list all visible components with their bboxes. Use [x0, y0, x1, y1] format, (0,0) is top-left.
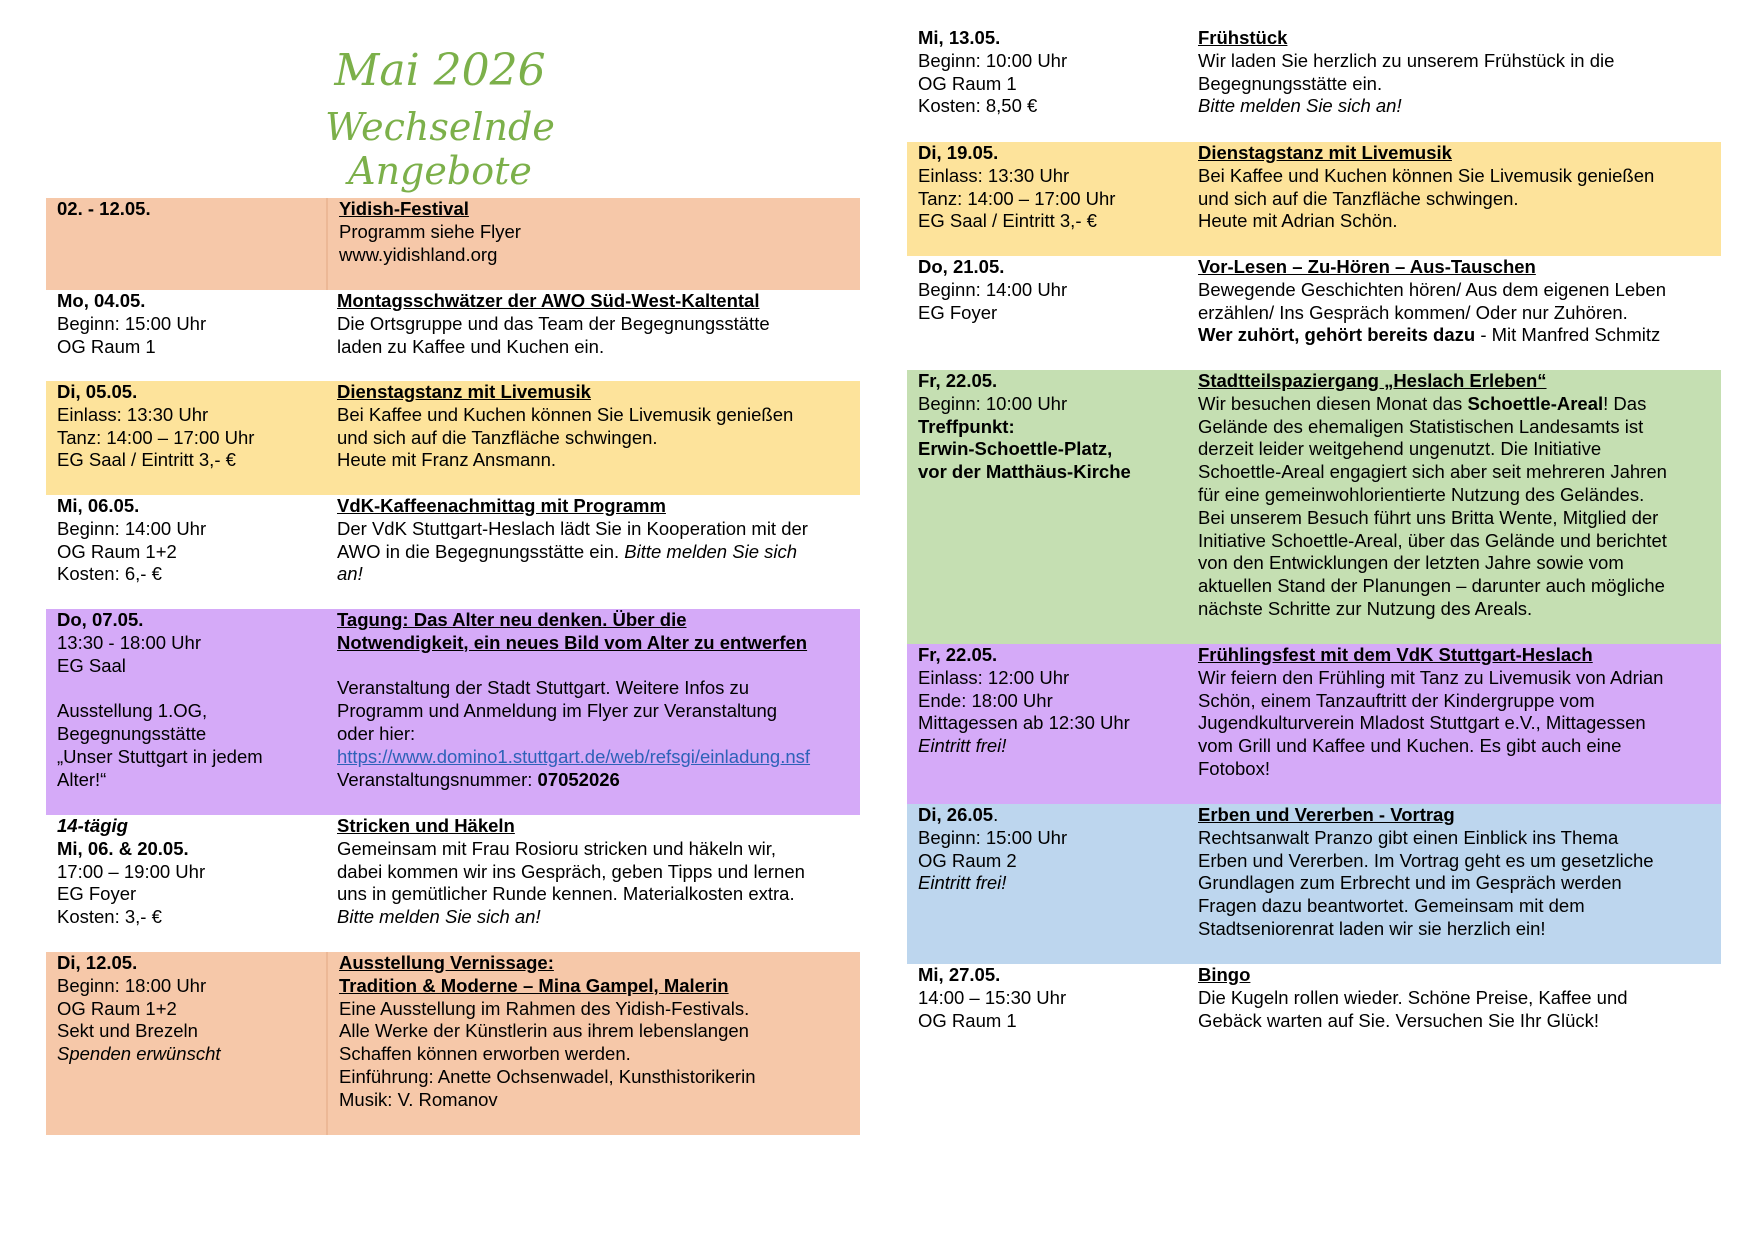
event-info-line: EG Foyer	[57, 883, 137, 905]
event-info-line: OG Raum 1	[918, 72, 1017, 94]
page-subtitle: Wechselnde Angebote	[325, 105, 555, 193]
event-text-line: und sich auf die Tanzfläche schwingen.	[337, 426, 658, 448]
event-title: Stricken und Häkeln	[337, 815, 515, 836]
event-text-line: Programm und Anmeldung im Flyer zur Veranstaltung	[337, 700, 778, 722]
event-title: Bingo	[1198, 964, 1251, 985]
event-text-line: Begegnungsstätte ein.	[1198, 72, 1383, 94]
event-text-line: Heute mit Franz Ansmann.	[337, 449, 557, 471]
event-row	[907, 644, 1721, 804]
event-info-line: Alter!“	[57, 768, 107, 790]
event-info-line: Beginn: 14:00 Uhr	[918, 278, 1068, 300]
event-text-line: Alle Werke der Künstlerin aus ihrem lebenslangen	[339, 1020, 749, 1042]
event-date: Mo, 04.05.	[57, 290, 146, 311]
event-text-line: Rechtsanwalt Pranzo gibt einen Einblick ins Thema	[1198, 826, 1619, 848]
event-row	[46, 952, 860, 1135]
page-title: Mai 2026	[334, 45, 546, 96]
event-info-line: EG Saal	[57, 654, 126, 676]
event-text-line: Erben und Vererben. Im Vortrag geht es um gesetzliche	[1198, 849, 1654, 871]
event-date: Mi, 06.05.	[57, 495, 140, 516]
event-info-line: 13:30 - 18:00 Uhr	[57, 631, 201, 653]
event-row	[907, 256, 1721, 370]
event-text-line: uns in gemütlicher Runde kennen. Materialkosten extra.	[337, 883, 795, 905]
event-row	[907, 964, 1721, 1056]
event-text-line: erzählen/ Ins Gespräch kommen/ Oder nur Zuhören.	[1198, 301, 1628, 323]
event-text-line: Veranstaltung der Stadt Stuttgart. Weitere Infos zu	[337, 677, 750, 699]
event-text-line: AWO in die Begegnungsstätte ein.	[337, 540, 620, 562]
event-text-line: Bewegende Geschichten hören/ Aus dem eigenen Leben	[1198, 278, 1666, 300]
event-frequency: 14-tägig	[57, 815, 128, 836]
signup-note: Bitte melden Sie sich an!	[1198, 95, 1402, 117]
meeting-point: Erwin-Schoettle-Platz,	[918, 438, 1113, 460]
event-info-line: OG Raum 2	[918, 849, 1017, 871]
event-date: Fr, 22.05.	[918, 644, 998, 665]
event-text-line: Gemeinsam mit Frau Rosioru stricken und häkeln wir,	[337, 837, 777, 859]
event-row	[46, 198, 860, 290]
event-text-line: Wir laden Sie herzlich zu unserem Frühstück in die	[1198, 49, 1615, 71]
event-number: 07052026	[537, 768, 620, 790]
event-info-line: OG Raum 1	[57, 335, 156, 357]
event-text-line: ! Das	[1603, 392, 1647, 414]
event-row	[46, 290, 860, 381]
event-text-line: Bei Kaffee und Kuchen können Sie Livemusik genießen	[1198, 164, 1655, 186]
event-info-line: Kosten: 8,50 €	[918, 95, 1038, 117]
event-info-line: Kosten: 3,- €	[57, 906, 162, 928]
event-title: Erben und Vererben - Vortrag	[1198, 804, 1455, 825]
event-row	[907, 142, 1721, 256]
event-info-line: Begegnungsstätte	[57, 722, 207, 744]
event-text-line: Bei Kaffee und Kuchen können Sie Livemusik genießen	[337, 403, 794, 425]
event-title: Dienstagstanz mit Livemusik	[337, 381, 591, 402]
event-text-line: Bei unserem Besuch führt uns Britta Wente, Mitglied der	[1198, 506, 1659, 528]
event-info-line: Sekt und Brezeln	[57, 1020, 198, 1042]
event-text-line: von den Entwicklungen der letzten Jahre sowie vom	[1198, 552, 1624, 574]
event-info-line: Beginn: 15:00 Uhr	[918, 826, 1068, 848]
event-link[interactable]: https://www.domino1.stuttgart.de/web/refsgi/einladung.nsf	[337, 745, 811, 767]
event-text-line	[337, 655, 852, 678]
event-info-line: Ausstellung 1.OG,	[57, 700, 208, 722]
event-date: Mi, 13.05.	[918, 27, 1001, 48]
event-text-line: und sich auf die Tanzfläche schwingen.	[1198, 187, 1519, 209]
event-info-line: OG Raum 1+2	[57, 540, 177, 562]
event-text-line: Jugendkulturverein Mladost Stuttgart e.V., Mittagessen	[1198, 712, 1646, 734]
event-info-note: Eintritt frei!	[918, 735, 1007, 757]
event-info-line: Mittagessen ab 12:30 Uhr	[918, 712, 1130, 734]
event-info-line: Beginn: 15:00 Uhr	[57, 312, 207, 334]
left-column	[46, 198, 860, 1135]
event-date: Do, 07.05.	[57, 609, 144, 630]
event-title: Yidish-Festival	[339, 198, 469, 219]
event-text-line: Die Ortsgruppe und das Team der Begegnungsstätte	[337, 312, 770, 334]
event-text-line: nächste Schritte zur Nutzung des Areals.	[1198, 597, 1533, 619]
event-text-line: Gebäck warten auf Sie. Versuchen Sie Ihr Glück!	[1198, 1009, 1600, 1031]
event-text-line: Gelände des ehemaligen Statistischen Landesamts ist	[1198, 415, 1644, 437]
event-title: Montagsschwätzer der AWO Süd-West-Kaltental	[337, 290, 760, 311]
event-info-line: Ende: 18:00 Uhr	[918, 689, 1053, 711]
event-title: Vor-Lesen – Zu-Hören – Aus-Tauschen	[1198, 256, 1536, 277]
event-date: Di, 05.05.	[57, 381, 138, 402]
event-title: Notwendigkeit, ein neues Bild vom Alter zu entwerfen	[337, 631, 808, 653]
event-text-line: Grundlagen zum Erbrecht und im Gespräch werden	[1198, 872, 1622, 894]
event-date: Di, 26.05	[918, 804, 994, 825]
event-date: Di, 12.05.	[57, 952, 138, 973]
event-title: VdK-Kaffeenachmittag mit Programm	[337, 495, 666, 516]
event-info-line: Einlass: 13:30 Uhr	[57, 403, 209, 425]
event-info-line: „Unser Stuttgart in jedem	[57, 745, 263, 767]
event-info-line	[57, 677, 318, 700]
event-row	[46, 495, 860, 609]
event-info-line: EG Foyer	[918, 301, 998, 323]
event-text-line: oder hier:	[337, 722, 416, 744]
event-info-line: Beginn: 10:00 Uhr	[918, 49, 1068, 71]
event-text-line: Schoettle-Areal engagiert sich aber seit mehreren Jahren	[1198, 461, 1667, 483]
event-text-line: Initiative Schoettle-Areal, über das Gelände und berichtet	[1198, 529, 1667, 551]
event-info-line: Beginn: 10:00 Uhr	[918, 392, 1068, 414]
event-highlight: Wer zuhört, gehört bereits dazu	[1198, 324, 1476, 346]
event-text-line: Heute mit Adrian Schön.	[1198, 210, 1398, 232]
event-info-line: Tanz: 14:00 – 17:00 Uhr	[57, 426, 255, 448]
event-text-line: dabei kommen wir ins Gespräch, geben Tipps und lernen	[337, 860, 805, 882]
signup-note: Bitte melden Sie sich an!	[337, 906, 541, 928]
right-column	[907, 27, 1721, 1056]
event-info-line: 17:00 – 19:00 Uhr	[57, 860, 206, 882]
event-row	[907, 804, 1721, 964]
event-text-line: Einführung: Anette Ochsenwadel, Kunsthistorikerin	[339, 1065, 756, 1087]
event-info-note: Spenden erwünscht	[57, 1043, 221, 1065]
event-text-line: Schaffen können erworben werden.	[339, 1043, 631, 1065]
event-info-line: EG Saal / Eintritt 3,- €	[57, 449, 236, 471]
event-row	[46, 609, 860, 815]
event-title: Ausstellung Vernissage:	[339, 952, 554, 973]
event-row	[46, 815, 860, 952]
event-date: Do, 21.05.	[918, 256, 1005, 277]
event-title: Tradition & Moderne – Mina Gampel, Malerin	[339, 974, 729, 996]
signup-note: an!	[337, 563, 363, 585]
event-info-line: EG Saal / Eintritt 3,- €	[918, 210, 1097, 232]
event-date: Di, 19.05.	[918, 142, 999, 163]
event-text-line: Schön, einem Tanzauftritt der Kindergruppe vom	[1198, 689, 1595, 711]
event-title: Tagung: Das Alter neu denken. Über die	[337, 609, 687, 630]
event-info-note: Eintritt frei!	[918, 872, 1007, 894]
event-highlight: Schoettle-Areal	[1467, 392, 1604, 414]
meeting-point: vor der Matthäus-Kirche	[918, 461, 1131, 483]
event-info-line: OG Raum 1+2	[57, 997, 177, 1019]
meeting-point: Treffpunkt:	[918, 415, 1015, 437]
event-date: Mi, 27.05.	[918, 964, 1001, 985]
event-info-line: Beginn: 18:00 Uhr	[57, 974, 207, 996]
event-info-line: Kosten: 6,- €	[57, 563, 162, 585]
event-text-line: - Mit Manfred Schmitz	[1475, 324, 1661, 346]
event-info-line: Beginn: 14:00 Uhr	[57, 517, 207, 539]
event-info-line: OG Raum 1	[918, 1009, 1017, 1031]
event-text-line: vom Grill und Kaffee und Kuchen. Es gibt auch eine	[1198, 735, 1622, 757]
event-title: Frühlingsfest mit dem VdK Stuttgart-Heslach	[1198, 644, 1593, 665]
event-row	[907, 27, 1721, 142]
event-number-label: Veranstaltungsnummer:	[337, 768, 538, 790]
event-title: Stadtteilspaziergang „Heslach Erleben“	[1198, 370, 1547, 391]
event-date: 02. - 12.05.	[57, 198, 151, 219]
event-text-line: Musik: V. Romanov	[339, 1088, 498, 1110]
event-date: Fr, 22.05.	[918, 370, 998, 391]
event-text-line: laden zu Kaffee und Kuchen ein.	[337, 335, 605, 357]
event-text-line: Programm siehe Flyer	[339, 220, 521, 242]
event-info-line: Einlass: 12:00 Uhr	[918, 666, 1070, 688]
event-row	[907, 370, 1721, 644]
event-text-line: Wir besuchen diesen Monat das	[1198, 392, 1468, 414]
event-text-line: Der VdK Stuttgart-Heslach lädt Sie in Kooperation mit der	[337, 517, 808, 539]
event-text-line: für eine gemeinwohlorientierte Nutzung des Geländes.	[1198, 483, 1645, 505]
event-text-line: Die Kugeln rollen wieder. Schöne Preise, Kaffee und	[1198, 986, 1628, 1008]
signup-note: Bitte melden Sie sich	[624, 540, 798, 562]
event-row	[46, 381, 860, 495]
event-date: Mi, 06. & 20.05.	[57, 837, 189, 859]
event-info-line: 14:00 – 15:30 Uhr	[918, 986, 1067, 1008]
event-text-line: derzeit leider weitgehend ungenutzt. Die Initiative	[1198, 438, 1602, 460]
event-text-line: Fragen dazu beantwortet. Gemeinsam mit dem	[1198, 895, 1585, 917]
event-text-line: www.yidishland.org	[339, 243, 498, 265]
event-info-line: Einlass: 13:30 Uhr	[918, 164, 1070, 186]
event-text-line: Fotobox!	[1198, 757, 1270, 779]
event-text-line: Wir feiern den Frühling mit Tanz zu Livemusik von Adrian	[1198, 666, 1664, 688]
event-title: Frühstück	[1198, 27, 1288, 48]
event-info-line: Tanz: 14:00 – 17:00 Uhr	[918, 187, 1116, 209]
event-title: Dienstagstanz mit Livemusik	[1198, 142, 1452, 163]
event-text-line: aktuellen Stand der Planungen – darunter auch mögliche	[1198, 575, 1665, 597]
event-text-line: Eine Ausstellung im Rahmen des Yidish-Festivals.	[339, 997, 750, 1019]
event-text-line: Stadtseniorenrat laden wir sie herzlich ein!	[1198, 917, 1546, 939]
event-date-suffix: .	[993, 804, 999, 825]
